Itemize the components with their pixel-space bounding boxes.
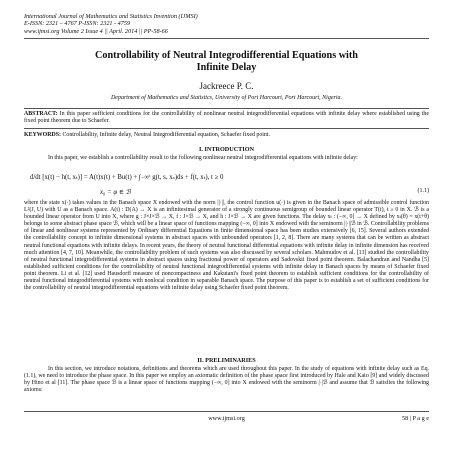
author-name: Jackreece P. C.: [199, 81, 254, 91]
abstract-text: In this paper sufficient conditions for the controllability of nonlinear neutral integrodifferential equations with infinite delay where established using the fixed point theorem due to Schaefer.: [24, 111, 429, 125]
journal-name: International Journal of Mathematics and Statistics Invention (IJMSI): [24, 13, 198, 20]
equation-1: [30, 173, 429, 181]
author-affiliation: Department of Mathematics and Statistics, University of Port Harcourt, Port Harcourt, Nigeria.: [110, 95, 343, 101]
section-2-heading: II. PRELIMINARIES: [197, 357, 256, 364]
abstract-bottom-rule: [24, 128, 429, 129]
keywords-label: KEYWORDS:: [24, 132, 61, 138]
title-line-1: Controllability of Neutral Integrodifferential Equations with: [95, 50, 358, 61]
header-rule: [24, 38, 429, 39]
section-1-heading: I. INTRODUCTION: [198, 146, 254, 153]
journal-header: [24, 13, 198, 35]
equation-2: x₀ = φ ∈ ℬ: [100, 189, 131, 196]
abstract: [24, 111, 429, 125]
issn-line: E-ISSN: 2321 – 4767 P-ISSN: 2321 - 4759: [24, 20, 131, 28]
paper-title: [24, 50, 429, 74]
abstract-label: ABSTRACT:: [24, 111, 58, 117]
equation-number: (1.1): [417, 188, 429, 194]
equation-1-body: d/dt [x(t) − h(t, xₜ)] = A(t)x(t) + Bu(t) + ∫₋∞ᵗ g(t, s, xₛ)ds + f(t, xₜ), t ≥ 0: [30, 174, 224, 181]
intro-paragraph-2: where the state x(·) takes values in the Banach space X endowed with the norm ||·||, the control function u(·) is given in the Banach space of admissible control function L²(J, U) with U as a Banach space. A(t) : D(A) → X is an infinitesimal generator of a strongly continuous semigroup of bounded linear operator T(t), t ≥ 0 in X. ℬ is a bounded linear operator from U into X, where g : J×J×ℬ → X, f : J×ℬ → X, and h : J×ℬ → X are given functions. The delay xₜ : (−∞, 0] → X defined by xₜ(θ) = x(t+θ) belongs to some abstract phase space ℬ, which will be a linear space of functions mapping (−∞, 0] into X endowed with the seminorm ||·||ℬ in ℬ. Controllability problems of linear and nonlinear systems represented by Ordinary differential Equations in finite dimensional space has been studies extensively [6, 15]. Several authors extended the controllability concept to infinite dimensional systems in abstract spaces with unbounded operators [1, 2, 8]. There are many systems that can be written as abstract neutral functional equations with infinite delays. In recent years, the theory of neutral functional differential equations with infinite delay in infinite dimension has received much attention [4, 7, 10]. Meanwhile, the controllability problem of such systems was also discussed by several scholars. Mahmudov et al. [13] studied the controllability of neutral functional integrodifferential systems in abstract spaces using fractional power of operators and Sadovskii fixed point theorem. Balachandran and Nandha [5] established sufficient conditions for the controllability of neutral functional integrodifferential systems with infinite delay in Banach spaces by means of Schaefer fixed point theorem. Li et al. [12] used Hausdorff measure of noncompactness and Kakutani's fixed point theorem to establish sufficient conditions for the controllability of neutral functional integrodifferential systems with nonlocal condition in separable Banach space. The purpose of this paper is to establish a set of sufficient conditions for the controllability of neutral integrodifferential equations with infinite delay using Schaefer fixed point theorem.: [24, 200, 429, 292]
footer-rule: [24, 411, 429, 412]
abstract-top-rule: [24, 108, 429, 109]
keywords: [24, 132, 429, 139]
volume-line: www.ijmsi.org Volume 2 Issue 4 || April. 2014 || PP-58-66: [24, 27, 168, 35]
title-line-2: Infinite Delay: [196, 62, 257, 73]
footer-website: www.ijmsi.org: [208, 415, 245, 422]
keywords-text: Controllability, Infinite delay, Neutral Integrodifferential equation, Schaefer fixed point.: [60, 132, 270, 138]
intro-paragraph-1: In this paper, we establish a controllability result to the following nonlinear neutral integrodifferential equations with infinite delay:: [48, 155, 358, 161]
page-number: 58 | P a g e: [402, 415, 429, 422]
preliminaries-paragraph: In this section, we introduce notations, definitions and theorems which are used throughout this paper. In the study of equations with infinite delay such as Eq. (1.1), we need to introduce the phase space. In this paper we employ an axiomatic definition of the phase space first introduced by Hale and Kato [9] and widely discussed by Hino et al [11]. The phase space ℬ is a linear space of functions mapping (−∞, 0] into X endowed with the seminorm |·|ℬ and assume that ℬ satisfies the following axioms:: [24, 366, 429, 394]
